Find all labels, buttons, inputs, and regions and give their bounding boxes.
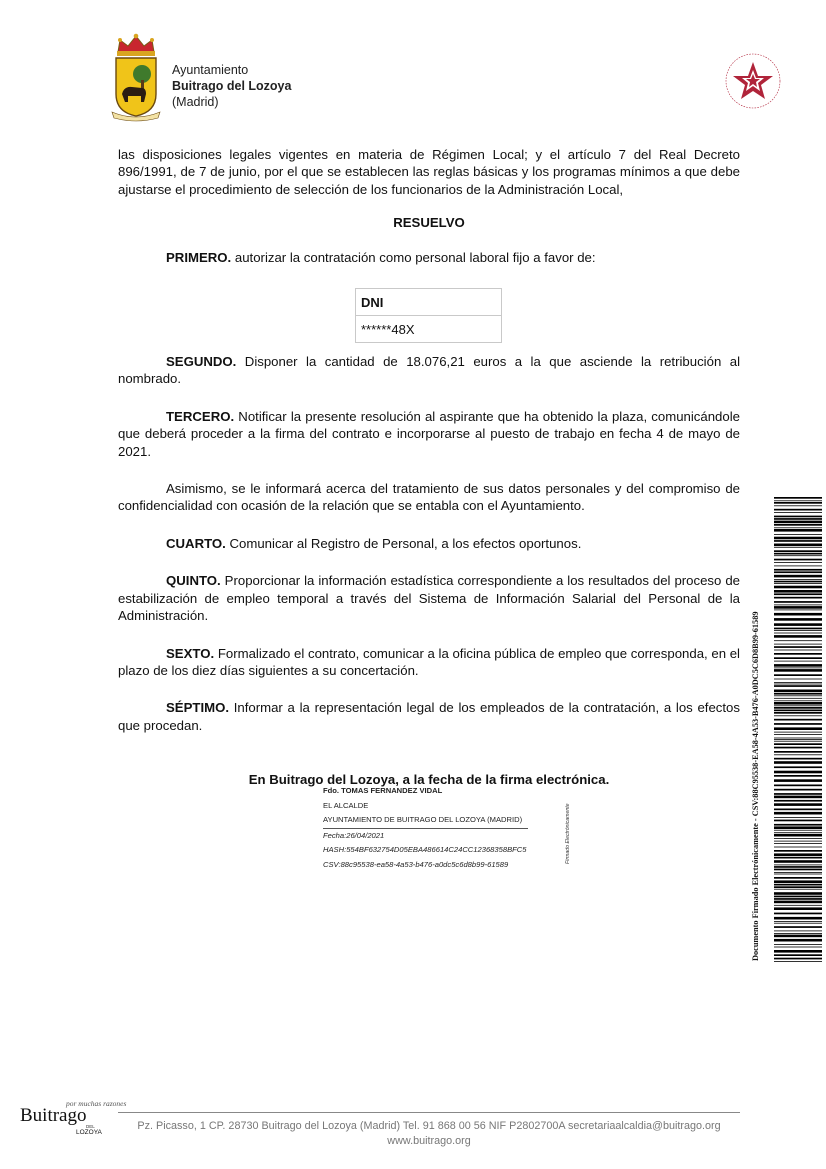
barcode-bar [774,544,822,547]
barcode-bar [774,640,822,641]
barcode-bar [774,796,822,799]
barcode-bar [774,664,822,667]
barcode-bar [774,644,822,645]
barcode-bar [774,702,822,705]
barcode-bar [774,500,822,501]
barcode-bar [774,754,822,755]
barcode-bar [774,880,822,883]
barcode-bar [774,668,822,669]
barcode-bar [774,761,822,764]
barcode-bar [774,853,822,856]
barcode-bar [774,521,822,524]
barcode-bar [774,657,822,659]
barcode-bar [774,630,822,631]
barcode-bar [774,682,822,683]
barcode-bar [774,590,822,593]
signature-date: Fecha:26/04/2021 [323,830,385,840]
segundo-paragraph [118,353,740,388]
barcode-bar [774,524,822,526]
svg-text:por muchas razones: por muchas razones [66,1099,127,1108]
barcode-bar [774,601,822,603]
barcode-bar [774,505,822,506]
barcode-bar [774,712,822,714]
barcode-bar [774,812,822,815]
barcode-bar [774,907,822,910]
barcode-bar [774,817,822,818]
barcode-bar [774,633,822,634]
barcode-bar [774,826,822,829]
signature-hash: HASH:554BF632754D05EBA486614C24CC12368358BFC5 [323,845,527,855]
septimo-label: SÉPTIMO. [166,700,230,716]
barcode-bar [774,741,822,742]
barcode-bar [774,820,822,822]
barcode-bar [774,583,822,584]
barcode-bar [774,857,822,859]
barcode-bar [774,892,822,895]
barcode-bar [774,518,822,520]
barcode-bar [774,847,822,848]
municipality-heading [172,62,291,110]
signed-electronically-label [560,792,574,866]
barcode-bar [774,723,822,725]
barcode-bar [774,739,822,740]
barcode-bar [774,923,822,924]
barcode-bar [774,872,822,873]
dni-table [355,288,502,343]
barcode-bar [774,850,822,852]
barcode-bar [774,593,822,595]
septimo-paragraph [118,699,740,734]
barcode-bar [774,734,822,735]
org-line-region: (Madrid) [172,95,219,109]
sexto-text: Formalizado el contrato, comunicar a la oficina pública de empleo que corresponda, en el plazo de los diez días siguientes a su concertación. [118,645,740,678]
barcode-bar [774,779,822,782]
barcode-bar [774,843,822,844]
barcode-bar [774,698,822,699]
barcode-bar [774,555,822,556]
primero-paragraph [118,249,740,266]
barcode-bar [774,550,822,552]
barcode-bar [774,793,822,795]
barcode-bar [774,789,822,791]
barcode-caption: Documento Firmado Electrónicamente - CSV:88C95538-EA58-4A53-B476-A0DC5C6D8B99-61589 [751,611,760,961]
barcode-bar [774,715,822,716]
barcode-bar [774,747,822,749]
electronic-signature-block [323,784,558,873]
barcode-bar [774,579,822,580]
dni-header-cell: DNI [356,289,502,316]
barcode-bar [774,775,822,777]
barcode-bar [774,684,822,685]
barcode-bar [774,623,822,626]
barcode-bar [774,809,822,811]
svg-text:DEL: DEL [86,1124,95,1129]
barcode-bar [774,898,822,900]
barcode-bar [774,743,822,745]
municipal-coat-of-arms-logo [108,32,164,122]
barcode-bar [774,917,822,920]
barcode-bar [774,727,822,730]
barcode-bar [774,824,822,826]
barcode-bar [774,512,822,513]
cuarto-label: CUARTO. [166,535,226,551]
cuarto-text: Comunicar al Registro de Personal, a los efectos oportunos. [225,535,582,551]
barcode-bar [774,569,822,571]
svg-text:Firmado Electrónicamente: Firmado Electrónicamente [565,803,571,864]
barcode-bar [774,944,822,945]
quinto-paragraph [118,572,740,624]
barcode-bar [774,841,822,842]
barcode-bar [774,700,822,701]
closing-line: En Buitrago del Lozoya, a la fecha de la firma electrónica. [248,772,610,788]
resuelvo-heading: RESUELVO [393,215,465,231]
barcode-bar [774,803,822,806]
barcode-bar [774,516,822,518]
barcode-bar [774,926,822,928]
barcode-bar [774,575,822,578]
footer-website: www.buitrago.org [387,1134,471,1147]
cuarto-paragraph [118,535,740,552]
barcode-bar [774,581,822,583]
barcode-bar [774,537,822,540]
barcode-bar [774,947,822,948]
signer-role: EL ALCALDE [323,800,369,810]
barcode-bar [774,950,822,953]
barcode-bar [774,874,822,875]
barcode-bar [774,566,822,567]
signature-csv: CSV:88c95538-ea58-4a53-b476-a0dc5c6d8b99-61589 [323,859,509,869]
barcode-bar [774,865,822,866]
asimismo-paragraph: Asimismo, se le informará acerca del tratamiento de sus datos personales y del compromiso de confidencialidad con ocasión de la relación que se entabla con el Ayuntamiento. [118,481,740,514]
barcode-bar [774,832,822,833]
barcode-bar [774,766,822,768]
barcode-bar [774,732,822,733]
barcode-bar [774,707,822,709]
barcode-bar [774,571,822,573]
barcode-bar [774,613,822,616]
barcode-bar [774,693,822,695]
barcode-bar [774,502,822,504]
barcode-bar [774,618,822,621]
barcode-bar [774,705,822,706]
barcode-bar [774,527,822,528]
barcode-bar [774,771,822,774]
footer-divider [118,1112,740,1113]
svg-text:Buitrago: Buitrago [20,1105,87,1126]
barcode-bar [774,679,822,680]
barcode-bar [774,534,822,535]
barcode-bar [774,690,822,693]
barcode-bar [774,719,822,721]
buitrago-footer-logo [18,1097,128,1137]
barcode-bar [774,497,822,499]
barcode-bar [774,884,822,886]
dni-value-cell: ******48X [356,316,502,343]
quinto-text: Proporcionar la información estadística correspondiente a los resultados del proceso de estabilización de empleo temporal a través del Sistema de Información Salarial del Personal de la Administración. [118,573,740,624]
barcode-bar [774,559,822,561]
barcode-bar [774,646,822,648]
signer-name: Fdo. TOMAS FERNANDEZ VIDAL [323,786,443,795]
tercero-text: Notificar la presente resolución al aspirante que ha obtenido la plaza, comunicándole que deberá proceder a la firma del contrato e incorporarse al puesto de trabajo en fecha 4 de mayo de 2021. [118,408,740,459]
primero-text: autorizar la contratación como personal laboral fijo a favor de: [231,249,596,265]
segundo-text: Disponer la cantidad de 18.076,21 euros a la que asciende la retribución al nombrado. [118,354,740,387]
org-line-ayuntamiento: Ayuntamiento [172,63,249,77]
barcode-bar [774,635,822,638]
tercero-label: TERCERO. [166,408,235,424]
barcode-bar [774,834,822,837]
barcode-bar [774,896,822,898]
barcode-bar [774,610,822,611]
barcode-bar [774,674,822,676]
segundo-label: SEGUNDO. [166,354,237,370]
signer-entity: AYUNTAMIENTO DE BUITRAGO DEL LOZOYA (MADRID) [323,813,528,829]
barcode-bar [774,695,822,696]
barcode-bar [774,869,822,871]
barcode-bar [774,738,822,739]
footer-contact [118,1119,740,1148]
barcode-bar [774,540,822,542]
barcode-bar [774,606,822,609]
barcode-bar [774,751,822,753]
barcode-bar [774,838,822,839]
barcode-bar [774,710,822,712]
barcode-bar [774,931,822,932]
barcode-bar [774,547,822,548]
barcode-bar [774,913,822,915]
barcode-bar [774,905,822,906]
barcode-bar [774,866,822,868]
sexto-paragraph [118,645,740,680]
barcode-bar [774,653,822,655]
barcode-bar [774,529,822,532]
barcode-bar [774,605,822,606]
septimo-text: Informar a la representación legal de los empleados de la contratación, a los efectos que procedan. [118,700,740,733]
footer-address: Pz. Picasso, 1 CP. 28730 Buitrago del Lozoya (Madrid) Tel. 91 868 00 56 NIF P2802700A secretariaalcaldia@buitrago.org [137,1120,721,1132]
barcode-bar [774,954,822,956]
barcode-bar [774,628,822,630]
barcode-bar [774,877,822,879]
barcode-bar [774,650,822,651]
barcode-bar [774,800,822,802]
barcode-bar [774,935,822,938]
barcode-bar [774,958,822,960]
barcode-bar [774,785,822,787]
barcode-bar [774,886,822,888]
sexto-label: SEXTO. [166,645,215,661]
barcode-bar [774,830,822,831]
intro-paragraph: las disposiciones legales vigentes en materia de Régimen Local; y el artículo 7 del Real Decreto 896/1991, de 7 de junio, por el que se establecen las reglas básicas y los programas mínimos a que debe ajustarse el procedimiento de selección de los funcionarios de la Administración Local, [118,147,740,197]
barcode-bar [774,860,822,863]
barcode-bar [774,685,822,687]
barcode-bar [774,509,822,511]
barcode-bar [774,661,822,662]
barcode-bar [774,961,822,962]
barcode-bar [774,889,822,890]
barcode-bar [774,901,822,904]
barcode-bar [774,758,822,760]
barcode-bar [774,597,822,599]
csv-barcode-area [751,497,822,963]
barcode-bar [774,562,822,563]
barcode-bar [774,939,822,942]
villas-de-madrid-seal-logo [718,46,788,116]
resolution-body [118,146,740,789]
org-line-name: Buitrago del Lozoya [172,79,292,93]
primero-label: PRIMERO. [166,249,232,265]
barcode-bar [774,933,822,934]
quinto-label: QUINTO. [166,573,221,589]
barcode-bar [774,669,822,672]
barcode-bar [774,921,822,922]
tercero-paragraph [118,408,740,460]
svg-text:LOZOYA: LOZOYA [76,1129,102,1136]
barcode-bar [774,586,822,589]
csv-barcode [751,497,822,963]
barcode-bar [774,553,822,555]
